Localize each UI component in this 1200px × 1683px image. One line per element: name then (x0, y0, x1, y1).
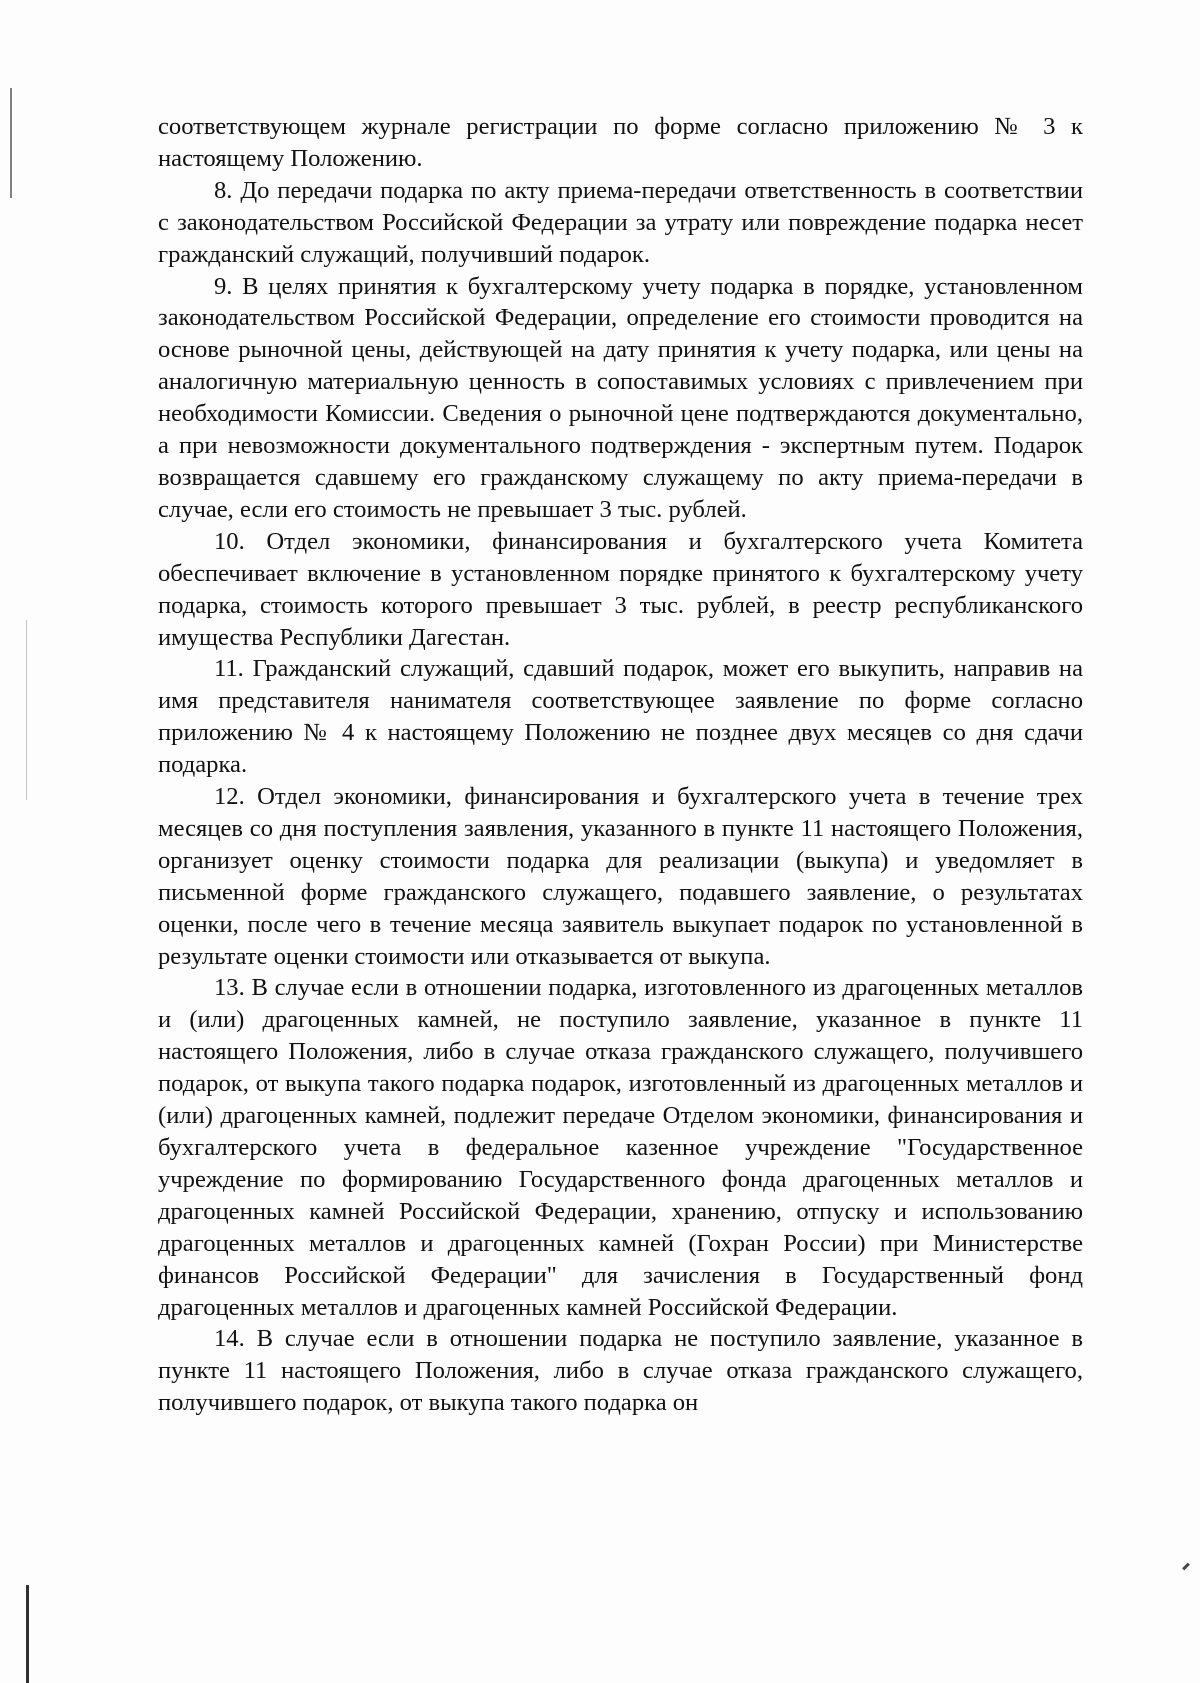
paragraph-item-12: 12. Отдел экономики, финансирования и бухгалтерского учета в течение трех месяцев со дня поступления заявления, указанного в пункте 11 настоящего Положения, организует оценку стоимости подарка для реализации (выкупа) и уведомляет в письменной форме гражданского служащего, подавшего заявление, о результатах оценки, после чего в течение месяца заявитель выкупает подарок по установленной в результате оценки стоимости или отказывается от выкупа. (158, 783, 1083, 970)
scan-edge-mark (26, 620, 27, 800)
paragraph-item-13: 13. В случае если в отношении подарка, изготовленного из драгоценных металлов и (или) драгоценных камней, не поступило заявление, указанное в пункте 11 настоящего Положения, либо в случае отказа гражданского служащего, получившего подарок, от выкупа такого подарка подарок, изготовленный из драгоценных металлов и (или) драгоценных камней, подлежит передаче Отделом экономики, финансирования и бухгалтерского учета в федеральное казенное учреждение "Государственное учреждение по формированию Государственного фонда драгоценных металлов и драгоценных камней Российской Федерации, хранению, отпуску и использованию драгоценных металлов и драгоценных камней (Гохран России) при Министерстве финансов Российской Федерации" для зачисления в Государственный фонд драгоценных металлов и драгоценных камней Российской Федерации. (158, 974, 1083, 1321)
paragraph-continuation: соответствующем журнале регистрации по форме согласно приложению № 3 к настоящему Положению. (158, 113, 1083, 172)
paragraph-item-10: 10. Отдел экономики, финансирования и бухгалтерского учета Комитета обеспечивает включение в установленном порядке принятого к бухгалтерскому учету подарка, стоимость которого превышает 3 тыс. рублей, в реестр республиканского имущества Республики Дагестан. (158, 527, 1083, 651)
paragraph-item-11: 11. Гражданский служащий, сдавший подарок, может его выкупить, направив на имя представителя нанимателя соответствующее заявление по форме согласно приложению № 4 к настоящему Положению не позднее двух месяцев со дня сдачи подарка. (158, 655, 1083, 779)
scan-edge-mark (10, 88, 12, 198)
document-body (158, 111, 1083, 1419)
paragraph-item-9: 9. В целях принятия к бухгалтерскому учету подарка в порядке, установленном законодательством Российской Федерации, определение его стоимости проводится на основе рыночной цены, действующей на дату принятия к учету подарка, или цены на аналогичную материальную ценность в сопоставимых условиях с привлечением при необходимости Комиссии. Сведения о рыночной цене подтверждаются документально, а при невозможности документального подтверждения - экспертным путем. Подарок возвращается сдавшему его гражданскому служащему по акту приема-передачи в случае, если его стоимость не превышает 3 тыс. рублей. (158, 272, 1083, 523)
scan-edge-mark (26, 1585, 29, 1683)
paragraph-item-8: 8. До передачи подарка по акту приема-передачи ответственность в соответствии с законодательством Российской Федерации за утрату или повреждение подарка несет гражданский служащий, получивший подарок. (158, 176, 1083, 268)
scan-edge-mark (1182, 1563, 1190, 1571)
paragraph-item-14: 14. В случае если в отношении подарка не поступило заявление, указанное в пункте 11 настоящего Положения, либо в случае отказа гражданского служащего, получившего подарок, от выкупа такого подарка он (158, 1325, 1083, 1417)
